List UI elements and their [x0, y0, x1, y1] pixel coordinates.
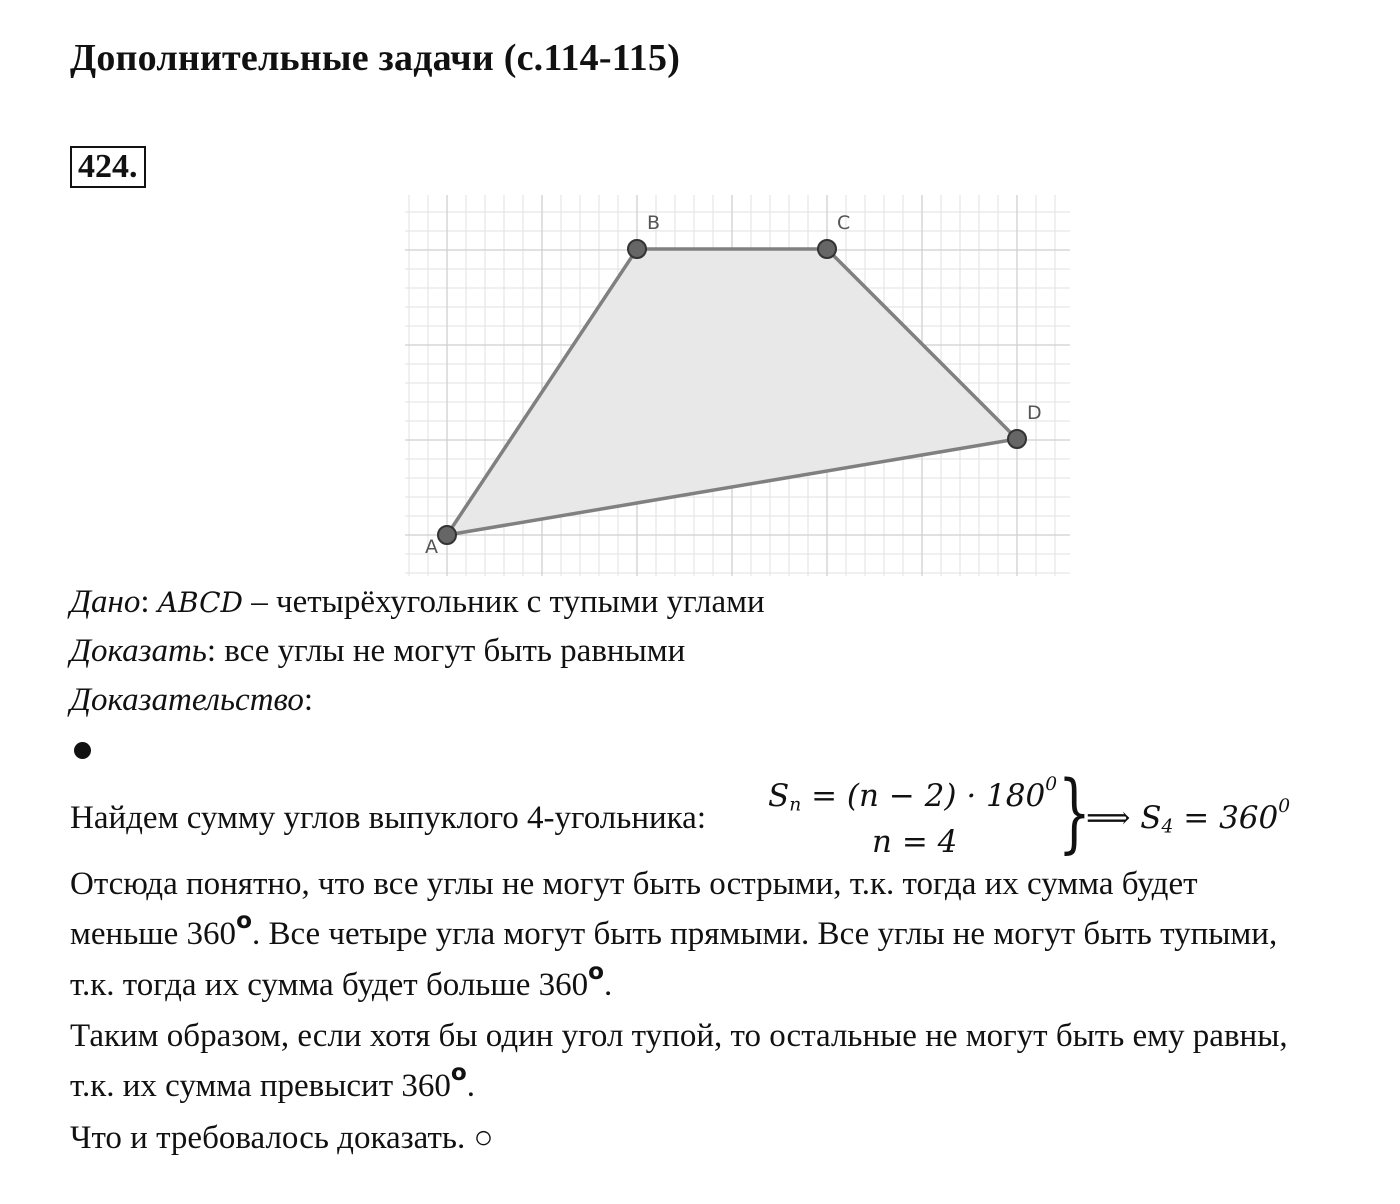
formula-rhs-sup: 0: [1045, 774, 1058, 796]
bullet-icon: [74, 742, 91, 759]
formula-row-1: [768, 774, 1058, 816]
proof-line: [70, 682, 313, 719]
formula-result: [1086, 796, 1291, 838]
figure-name: ABCD: [157, 586, 243, 619]
paragraph2-line1: Таким образом, если хотя бы один угол тупой, то остальные не могут быть ему равны,: [70, 1018, 1288, 1054]
paragraph1-line1: Отсюда понятно, что все углы не могут быть острыми, т.к. тогда их сумма будет: [70, 866, 1198, 902]
proof-label: Доказательство: [70, 682, 304, 718]
vertex-label-c: C: [837, 212, 851, 234]
p2-line2-start: т.к. их сумма превысит 360: [70, 1068, 451, 1104]
p1-line2-start: меньше 360: [70, 916, 237, 952]
vertex-point-a: [438, 526, 456, 544]
result-value: = 360: [1183, 800, 1279, 836]
formula-row-2: n = 4: [872, 824, 958, 860]
p1-line3-end: .: [604, 967, 613, 1003]
paragraph1-line2: [70, 907, 1278, 953]
vertex-label-a: A: [425, 536, 438, 558]
vertex-point-d: [1008, 430, 1026, 448]
degree-sign: o: [588, 958, 605, 985]
given-colon: :: [140, 584, 150, 620]
degree-sign: o: [236, 907, 252, 934]
given-line: [70, 584, 765, 621]
prove-line: [70, 633, 685, 670]
angle-sum-formula: [768, 763, 1328, 868]
paragraph2-line2: [70, 1059, 476, 1105]
given-text: – четырёхугольник с тупыми углами: [243, 584, 765, 620]
prove-label: Доказать: [70, 633, 207, 669]
result-arrow: ⟹ S: [1086, 800, 1162, 836]
vertex-point-b: [628, 240, 646, 258]
p1-line2-end: . Все четыре угла могут быть прямыми. Все углы не могут быть тупыми,: [251, 916, 1278, 952]
sum-line-text: Найдем сумму углов выпуклого 4-угольника:: [70, 800, 706, 836]
conclusion-line: Что и требовалось доказать. ○: [70, 1120, 494, 1156]
degree-sign: o: [450, 1059, 467, 1086]
formula-rhs: = (n − 2) · 180: [811, 778, 1046, 814]
proof-colon: :: [303, 682, 314, 718]
formula-lhs-sub: n: [789, 794, 802, 816]
p2-line2-end: .: [466, 1068, 476, 1104]
brace-symbol: }: [1058, 763, 1091, 863]
vertex-label-d: D: [1027, 402, 1042, 424]
vertex-point-c: [818, 240, 836, 258]
problem-number: 424.: [70, 146, 146, 188]
formula-lhs: S: [768, 778, 790, 814]
trapezoid-figure: [400, 190, 1072, 576]
vertex-label-b: B: [647, 212, 661, 234]
given-label: Дано: [70, 584, 141, 620]
result-sub: 4: [1161, 816, 1174, 838]
prove-text: : все углы не могут быть равными: [206, 633, 686, 669]
paragraph1-line3: [70, 958, 613, 1004]
result-sup: 0: [1278, 796, 1291, 818]
page-title: Дополнительные задачи (с.114-115): [70, 37, 681, 79]
p1-line3-start: т.к. тогда их сумма будет больше 360: [70, 967, 589, 1003]
